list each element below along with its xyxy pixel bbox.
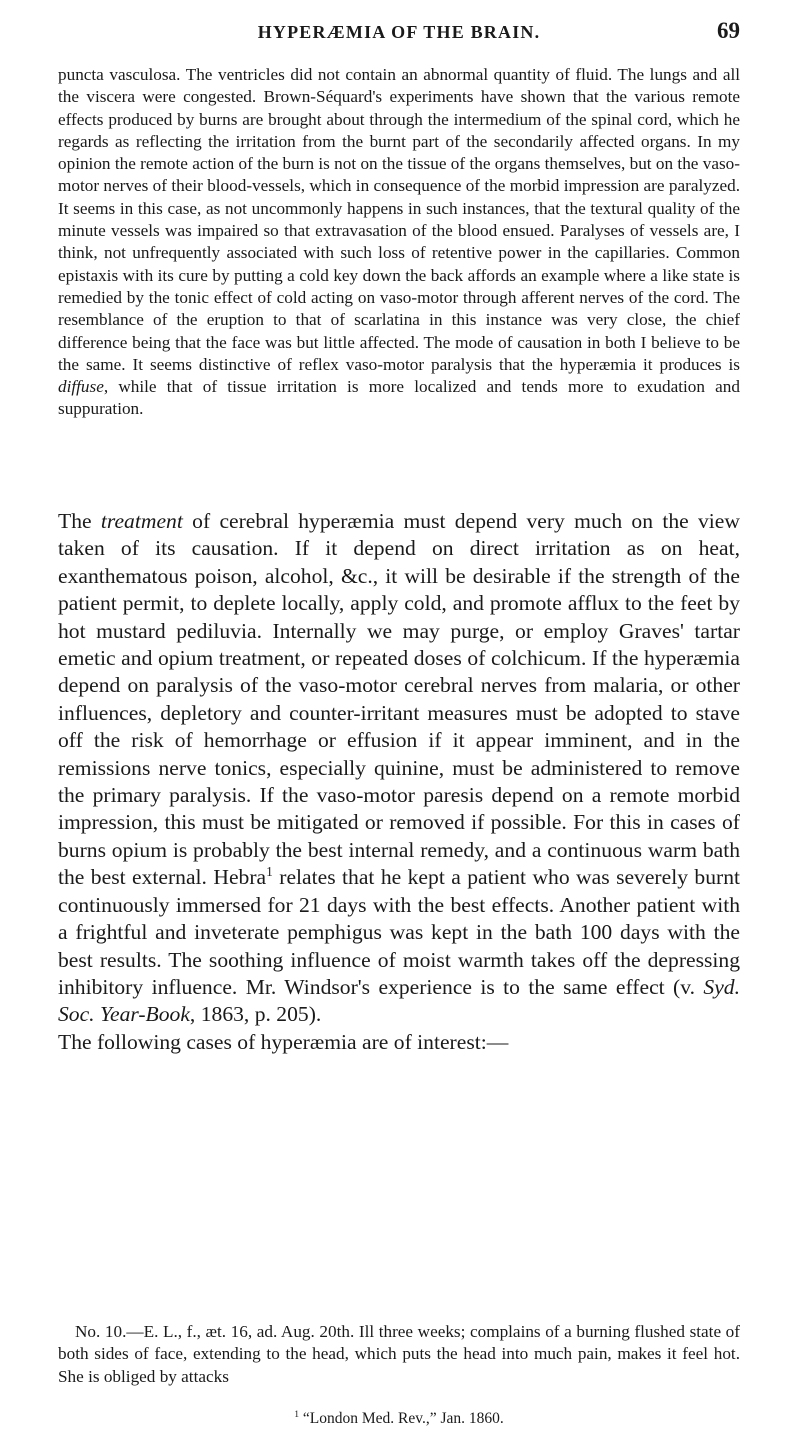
footnote-text: “London Med. Rev.,” Jan. 1860. xyxy=(299,1410,504,1427)
italic-term: diffuse xyxy=(58,377,104,397)
footnote-number: 1 xyxy=(294,1408,300,1420)
paragraph-text: of cerebral hyperæmia must depend very much on the view taken of its causation. If it depend on direct irritation as on heat, exanthematous poison, alcohol, &c., it will be desirable if the strength of the patient permit, to deplete locally, apply cold, and promote afflux to the feet by hot mustard pediluvia. Internally we may purge, or employ Graves' tartar emetic and opium treatment, or repeated doses of colchicum. If the hyperæmia depend on paralysis of the vaso-motor cerebral nerves from malaria, or other influences, depletory and counter-irritant measures must be adopted to stave off the risk of hemorrhage or effusion if it appear imminent, and in the remissions nerve tonics, especially quinine, must be administered to remove the primary paralysis. If the vaso-motor paresis depend on a remote morbid impression, this must be mitigated or removed if possible. For this in cases of burns opium is probably the best internal remedy, and a continuous warm bath the best external. Hebra xyxy=(58,509,740,890)
paragraph-text: The xyxy=(58,509,101,533)
paragraph-cases-intro: The following cases of hyperæmia are of interest:— xyxy=(58,1029,509,1054)
case-text xyxy=(58,1321,740,1388)
paragraph-case-10: No. 10.—E. L., f., æt. 16, ad. Aug. 20th. Ill three weeks; complains of a burning flushed state of both sides of face, extending to the head, which puts the head into much pain, makes it feel hot. She is obliged by attacks xyxy=(58,1322,740,1386)
paragraph-text-end: , 1863, p. 205). xyxy=(189,1002,322,1027)
paragraph-burns-discussion xyxy=(58,64,740,421)
italic-citation: Syd. Soc. Year-Book xyxy=(58,974,740,1027)
page-number: 69 xyxy=(717,18,740,43)
body-text-small xyxy=(58,64,740,421)
paragraph-text: puncta vasculosa. The ventricles did not contain an abnormal quantity of fluid. The lungs and all the viscera were congested. Brown-Séquard's experiments have shown that the various remote effects produced by burns are brought about through the intermedium of the spinal cord, which he regards as reflecting the irritation from the burnt part of the secondarily affected organs. In my opinion the remote action of the burn is not on the tissue of the organs themselves, but on the vaso-motor nerves of their blood-vessels, which in consequence of the morbid impression are paralyzed. It seems in this case, as not uncommonly happens in such instances, that the textural quality of the minute vessels was impaired so that extravasation of the blood ensued. Paralyses of vessels are, I think, not unfrequently associated with such loss of retentive power in the capillaries. Common epistaxis with its cure by putting a cold key down the back affords an example where a like state is remedied by the tonic effect of cold acting on vaso-motor through afferent nerves of the cord. The resemblance of the eruption to that of scarlatina in this instance was very close, the chief difference being that the face was but little affected. The mode of causation in both I believe to be the same. It seems distinctive of reflex vaso-motor paralysis that the hyperæmia it produces is xyxy=(58,65,740,374)
paragraph-text: relates that he kept a patient who was severely burnt continuously immersed for 21 days with the best effects. Another patient with a frightful and inveterate pemphigus was kept in the bath 100 days with the best results. The soothing influence of moist warmth takes off the depressing inhibitory influence. Mr. Windsor's experience is to the same effect (v. xyxy=(58,865,741,999)
paragraph-treatment xyxy=(58,508,740,1029)
italic-term: treatment xyxy=(100,509,183,533)
paragraph-text-end: , while that of tissue irritation is more localized and tends more to exudation and suppuration. xyxy=(58,377,740,419)
body-text-large xyxy=(58,508,740,1056)
footnote-marker: 1 xyxy=(266,864,273,880)
footnote xyxy=(58,1410,740,1428)
page-header xyxy=(58,18,740,48)
running-title: HYPERÆMIA OF THE BRAIN. xyxy=(257,22,541,42)
